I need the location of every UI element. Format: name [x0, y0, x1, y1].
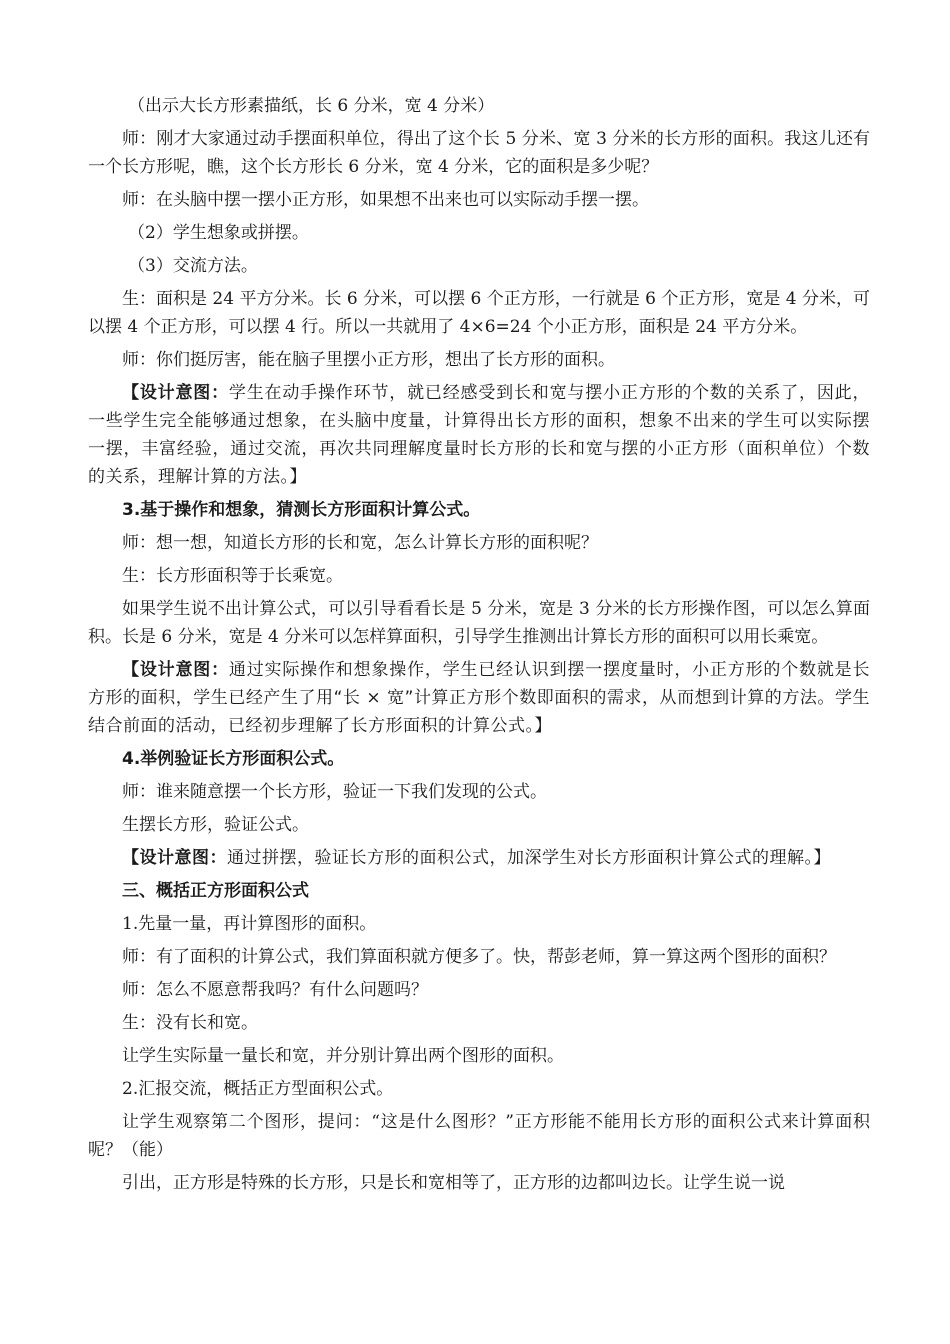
design-intent-label: 【设计意图：: [122, 848, 227, 868]
paragraph: 师：刚才大家通过动手摆面积单位，得出了这个长 5 分米、宽 3 分米的长方形的面积。我这儿还有一个长方形呢，瞧，这个长方形长 6 分米，宽 4 分米，它的面积是多少呢？: [88, 129, 870, 177]
section-heading: 三、概括正方形面积公式: [122, 881, 309, 901]
paragraph: 师：谁来随意摆一个长方形，验证一下我们发现的公式。: [122, 782, 547, 802]
paragraph: 生：面积是 24 平方分米。长 6 分米，可以摆 6 个正方形，一行就是 6 个正方形，宽是 4 分米，可以摆 4 个正方形，可以摆 4 行。所以一共就用了 4×6=24 个小正方形，面积是 24 平方分米。: [88, 289, 870, 337]
paragraph: （出示大长方形素描纸，长 6 分米，宽 4 分米）: [128, 96, 495, 116]
paragraph: （2）学生想象或拼摆。: [128, 223, 309, 243]
paragraph: 如果学生说不出计算公式，可以引导看看长是 5 分米，宽是 3 分米的长方形操作图，可以怎么算面积。长是 6 分米，宽是 4 分米可以怎样算面积，引导学生推测出计算长方形的面积可以用长乘宽。: [88, 599, 870, 647]
paragraph: 2.汇报交流，概括正方型面积公式。: [122, 1079, 394, 1099]
paragraph: 让学生观察第二个图形，提问：“这是什么图形？”正方形能不能用长方形的面积公式来计算面积呢？（能）: [88, 1112, 870, 1160]
section-heading: 3.基于操作和想象，猜测长方形面积计算公式。: [122, 500, 481, 520]
design-intent-note: [88, 844, 870, 872]
paragraph: 生摆长方形，验证公式。: [122, 815, 309, 835]
paragraph: 师：想一想，知道长方形的长和宽，怎么计算长方形的面积呢？: [122, 533, 598, 553]
paragraph: 师：怎么不愿意帮我吗？有什么问题吗？: [122, 980, 428, 1000]
design-intent-label: 【设计意图：: [122, 660, 229, 680]
paragraph: 引出，正方形是特殊的长方形，只是长和宽相等了，正方形的边都叫边长。让学生说一说: [122, 1173, 785, 1193]
paragraph: （3）交流方法。: [128, 256, 258, 276]
paragraph: 生：没有长和宽。: [122, 1013, 258, 1033]
paragraph: 1.先量一量，再计算图形的面积。: [122, 914, 377, 934]
design-intent-note: [88, 379, 870, 491]
paragraph: 让学生实际量一量长和宽，并分别计算出两个图形的面积。: [122, 1046, 564, 1066]
paragraph: 师：你们挺厉害，能在脑子里摆小正方形，想出了长方形的面积。: [122, 350, 615, 370]
paragraph: 生：长方形面积等于长乘宽。: [122, 566, 343, 586]
document-body: [88, 92, 870, 1202]
design-intent-text: 学生在动手操作环节，就已经感受到长和宽与摆小正方形的个数的关系了，因此，一些学生完全能够通过想象，在头脑中度量，计算得出长方形的面积，想象不出来的学生可以实际摆一摆，丰富经验，通过交流，再次共同理解度量时长方形的长和宽与摆的小正方形（面积单位）个数的关系，理解计算的方法。】: [88, 383, 871, 487]
design-intent-label: 【设计意图：: [122, 383, 229, 403]
design-intent-text: 通过拼摆，验证长方形的面积公式，加深学生对长方形面积计算公式的理解。】: [227, 848, 831, 868]
paragraph: 师：在头脑中摆一摆小正方形，如果想不出来也可以实际动手摆一摆。: [122, 190, 649, 210]
section-heading: 4.举例验证长方形面积公式。: [122, 749, 345, 769]
paragraph: 师：有了面积的计算公式，我们算面积就方便多了。快，帮彭老师，算一算这两个图形的面积？: [122, 947, 836, 967]
design-intent-text: 通过实际操作和想象操作，学生已经认识到摆一摆度量时，小正方形的个数就是长方形的面积，学生已经产生了用“长 × 宽”计算正方形个数即面积的需求，从而想到计算的方法。学生结合前面的活动，已经初步理解了长方形面积的计算公式。】: [88, 660, 871, 736]
design-intent-note: [88, 656, 870, 740]
